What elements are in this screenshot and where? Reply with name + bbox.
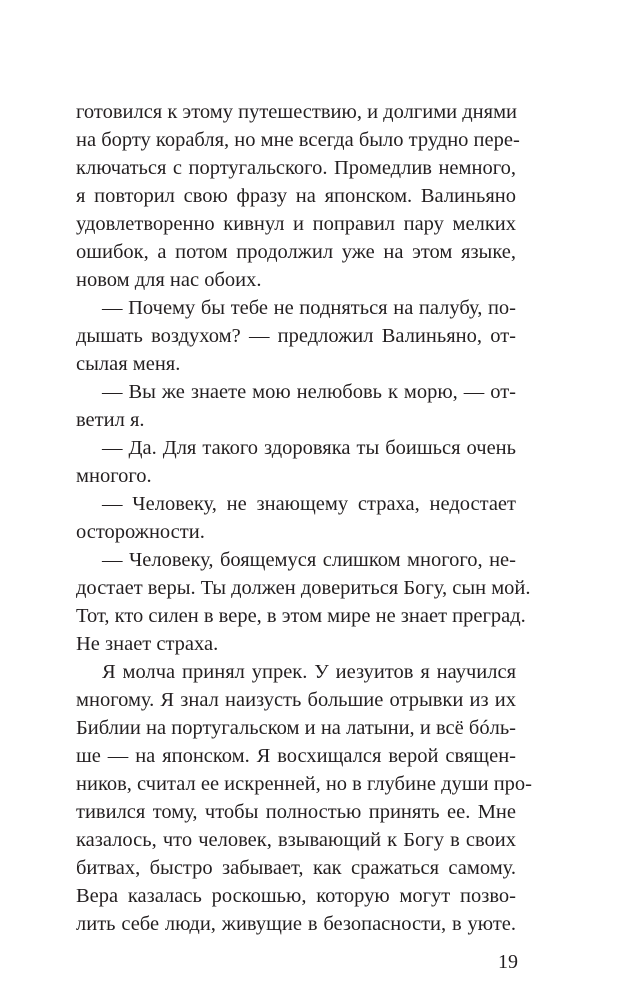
text-line: казалось, что человек, взывающий к Богу в своих (76, 829, 516, 851)
text-line: я повторил свою фразу на японском. Валиньяно (76, 185, 516, 207)
text-line: многому. Я знал наизусть большие отрывки из их (76, 689, 516, 711)
text-line: лить себе люди, живущие в безопасности, в уюте. (76, 913, 516, 935)
text-line: достает веры. Ты должен довериться Богу, сын мой. (76, 577, 531, 599)
text-line: готовился к этому путешествию, и долгими днями (76, 101, 518, 123)
text-line: удовлетворенно кивнул и поправил пару мелких (76, 213, 516, 235)
text-line: Вера казалась роскошью, которую могут позво- (76, 885, 516, 907)
text-line: Библии на португальском и на латыни, и всё бóль- (76, 717, 516, 739)
text-line: тивился тому, чтобы полностью принять ее. Мне (76, 801, 516, 823)
text-line: на борту корабля, но мне всегда было трудно пере- (76, 129, 520, 151)
text-line: Не знает страха. (76, 633, 219, 655)
text-line: ошибок, а потом продолжил уже на этом языке, (76, 241, 516, 263)
text-line: — Человеку, не знающему страха, недостает (102, 493, 516, 515)
text-line: — Вы же знаете мою нелюбовь к морю, — от- (102, 381, 516, 403)
text-line: новом для нас обоих. (76, 269, 262, 291)
text-line: Я молча принял упрек. У иезуитов я научился (102, 661, 516, 683)
text-line: сылая меня. (76, 353, 181, 375)
text-line: дышать воздухом? — предложил Валиньяно, от- (76, 325, 516, 347)
text-line: многого. (76, 465, 152, 487)
page-number: 19 (498, 951, 518, 973)
text-line: Тот, кто силен в вере, в этом мире не знает преград. (76, 605, 526, 627)
text-line: ше — на японском. Я восхищался верой священ- (76, 745, 516, 767)
text-line: — Да. Для такого здоровяка ты боишься очень (102, 437, 516, 459)
text-line: ветил я. (76, 409, 145, 431)
text-line: битвах, быстро забывает, как сражаться самому. (76, 857, 516, 879)
text-line: — Почему бы тебе не подняться на палубу, по- (102, 297, 516, 319)
text-line: — Человеку, боящемуся слишком многого, не- (102, 549, 516, 571)
text-line: ников, считал ее искренней, но в глубине души про- (76, 773, 532, 795)
text-line: ключаться с португальского. Промедлив немного, (76, 157, 516, 179)
text-line: осторожности. (76, 521, 205, 543)
